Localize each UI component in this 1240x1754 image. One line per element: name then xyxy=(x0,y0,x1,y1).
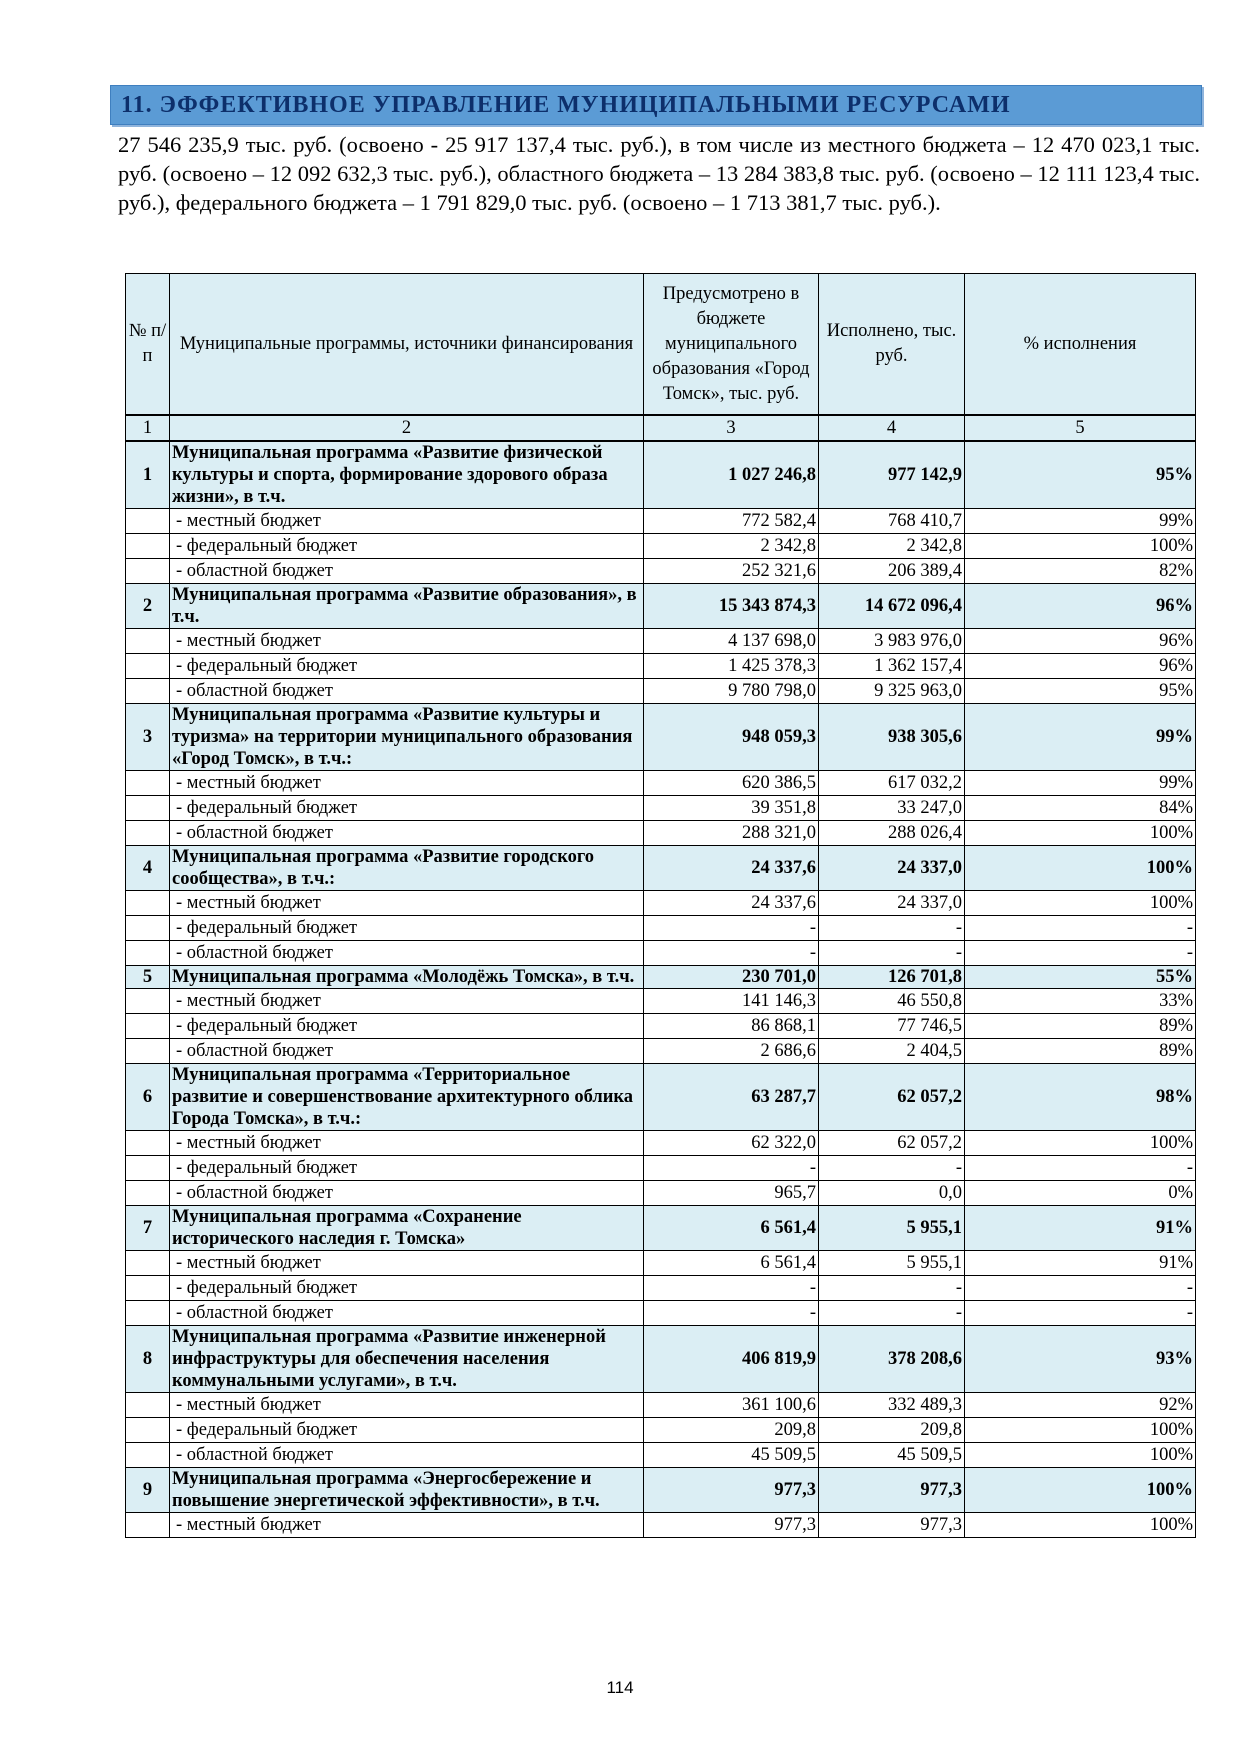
source-executed: - xyxy=(819,1156,965,1181)
program-name: Муниципальная программа «Развитие образования», в т.ч. xyxy=(170,584,644,629)
program-row xyxy=(126,846,1196,891)
source-planned: 965,7 xyxy=(644,1181,819,1206)
source-planned: 288 321,0 xyxy=(644,821,819,846)
table-body xyxy=(126,441,1196,1538)
program-percent: 98% xyxy=(965,1064,1196,1131)
source-planned: 6 561,4 xyxy=(644,1251,819,1276)
source-percent: 99% xyxy=(965,509,1196,534)
program-row xyxy=(126,1468,1196,1513)
source-percent: 96% xyxy=(965,654,1196,679)
program-percent: 95% xyxy=(965,441,1196,509)
program-row xyxy=(126,1326,1196,1393)
source-row xyxy=(126,654,1196,679)
source-empty-cell xyxy=(126,1393,170,1418)
source-name: - федеральный бюджет xyxy=(170,1014,644,1039)
source-row xyxy=(126,941,1196,966)
program-name: Муниципальная программа «Сохранение исторического наследия г. Томска» xyxy=(170,1206,644,1251)
program-row xyxy=(126,1064,1196,1131)
source-name: - местный бюджет xyxy=(170,989,644,1014)
source-row xyxy=(126,1393,1196,1418)
source-executed: 2 404,5 xyxy=(819,1039,965,1064)
source-percent: 99% xyxy=(965,771,1196,796)
source-name: - областной бюджет xyxy=(170,559,644,584)
source-planned: 2 342,8 xyxy=(644,534,819,559)
program-number: 7 xyxy=(126,1206,170,1251)
source-row xyxy=(126,629,1196,654)
program-executed: 126 701,8 xyxy=(819,966,965,989)
source-percent: - xyxy=(965,1276,1196,1301)
source-row xyxy=(126,1301,1196,1326)
source-planned: 252 321,6 xyxy=(644,559,819,584)
source-name: - федеральный бюджет xyxy=(170,1418,644,1443)
column-number: 2 xyxy=(170,415,644,441)
program-name: Муниципальная программа «Развитие инженерной инфраструктуры для обеспечения населения коммунальными услугами», в т.ч. xyxy=(170,1326,644,1393)
source-planned: 1 425 378,3 xyxy=(644,654,819,679)
source-row xyxy=(126,1513,1196,1538)
source-planned: 620 386,5 xyxy=(644,771,819,796)
program-number: 5 xyxy=(126,966,170,989)
source-planned: - xyxy=(644,1301,819,1326)
program-name: Муниципальная программа «Развитие физической культуры и спорта, формирование здорового образа жизни», в т.ч. xyxy=(170,441,644,509)
source-planned: 2 686,6 xyxy=(644,1039,819,1064)
source-executed: 617 032,2 xyxy=(819,771,965,796)
source-planned: 86 868,1 xyxy=(644,1014,819,1039)
source-empty-cell xyxy=(126,679,170,704)
source-empty-cell xyxy=(126,1251,170,1276)
source-empty-cell xyxy=(126,821,170,846)
header-num: № п/п xyxy=(126,274,170,416)
source-planned: - xyxy=(644,941,819,966)
source-row xyxy=(126,509,1196,534)
source-planned: - xyxy=(644,916,819,941)
program-number: 2 xyxy=(126,584,170,629)
program-percent: 100% xyxy=(965,1468,1196,1513)
source-empty-cell xyxy=(126,916,170,941)
source-percent: 82% xyxy=(965,559,1196,584)
program-executed: 977,3 xyxy=(819,1468,965,1513)
source-empty-cell xyxy=(126,771,170,796)
source-empty-cell xyxy=(126,1513,170,1538)
source-percent: - xyxy=(965,916,1196,941)
intro-paragraph: 27 546 235,9 тыс. руб. (освоено - 25 917 137,4 тыс. руб.), в том числе из местного бюджета – 12 470 023,1 тыс. руб. (освоено – 12 092 632,3 тыс. руб.), областного бюджета – 13 284 383,8 тыс. руб. (освоено – 12 111 123,4 тыс. руб.), федерального бюджета – 1 791 829,0 тыс. руб. (освоено – 1 713 381,7 тыс. руб.). xyxy=(118,132,1200,215)
program-row xyxy=(126,584,1196,629)
source-name: - федеральный бюджет xyxy=(170,1156,644,1181)
source-executed: - xyxy=(819,941,965,966)
program-number: 6 xyxy=(126,1064,170,1131)
program-planned: 230 701,0 xyxy=(644,966,819,989)
source-planned: - xyxy=(644,1276,819,1301)
source-planned: 62 322,0 xyxy=(644,1131,819,1156)
source-executed: 62 057,2 xyxy=(819,1131,965,1156)
source-percent: 100% xyxy=(965,821,1196,846)
source-executed: - xyxy=(819,1276,965,1301)
source-empty-cell xyxy=(126,534,170,559)
source-executed: - xyxy=(819,1301,965,1326)
source-row xyxy=(126,679,1196,704)
source-executed: 33 247,0 xyxy=(819,796,965,821)
source-planned: 4 137 698,0 xyxy=(644,629,819,654)
source-executed: 24 337,0 xyxy=(819,891,965,916)
header-program: Муниципальные программы, источники финансирования xyxy=(170,274,644,416)
source-name: - местный бюджет xyxy=(170,1251,644,1276)
source-percent: - xyxy=(965,941,1196,966)
source-percent: - xyxy=(965,1301,1196,1326)
source-row xyxy=(126,1276,1196,1301)
source-percent: 33% xyxy=(965,989,1196,1014)
source-name: - областной бюджет xyxy=(170,1039,644,1064)
source-planned: 24 337,6 xyxy=(644,891,819,916)
program-percent: 96% xyxy=(965,584,1196,629)
program-executed: 378 208,6 xyxy=(819,1326,965,1393)
program-row xyxy=(126,1206,1196,1251)
source-empty-cell xyxy=(126,1276,170,1301)
program-number: 8 xyxy=(126,1326,170,1393)
source-percent: 89% xyxy=(965,1014,1196,1039)
source-empty-cell xyxy=(126,1181,170,1206)
source-executed: 3 983 976,0 xyxy=(819,629,965,654)
source-name: - федеральный бюджет xyxy=(170,534,644,559)
source-empty-cell xyxy=(126,629,170,654)
source-percent: - xyxy=(965,1156,1196,1181)
program-percent: 55% xyxy=(965,966,1196,989)
source-percent: 100% xyxy=(965,1513,1196,1538)
source-executed: 0,0 xyxy=(819,1181,965,1206)
source-executed: 2 342,8 xyxy=(819,534,965,559)
source-executed: 9 325 963,0 xyxy=(819,679,965,704)
source-empty-cell xyxy=(126,1418,170,1443)
source-executed: 768 410,7 xyxy=(819,509,965,534)
source-executed: 1 362 157,4 xyxy=(819,654,965,679)
program-row xyxy=(126,441,1196,509)
source-executed: 5 955,1 xyxy=(819,1251,965,1276)
program-executed: 14 672 096,4 xyxy=(819,584,965,629)
source-name: - областной бюджет xyxy=(170,1301,644,1326)
source-planned: 9 780 798,0 xyxy=(644,679,819,704)
source-row xyxy=(126,989,1196,1014)
program-number: 4 xyxy=(126,846,170,891)
source-empty-cell xyxy=(126,509,170,534)
header-percent: % исполнения xyxy=(965,274,1196,416)
source-empty-cell xyxy=(126,1443,170,1468)
program-percent: 99% xyxy=(965,704,1196,771)
source-percent: 100% xyxy=(965,534,1196,559)
source-row xyxy=(126,559,1196,584)
source-planned: 772 582,4 xyxy=(644,509,819,534)
source-percent: 100% xyxy=(965,1418,1196,1443)
source-percent: 84% xyxy=(965,796,1196,821)
source-name: - федеральный бюджет xyxy=(170,796,644,821)
budget-table xyxy=(125,273,1196,1538)
program-percent: 100% xyxy=(965,846,1196,891)
source-executed: 206 389,4 xyxy=(819,559,965,584)
source-empty-cell xyxy=(126,1301,170,1326)
source-planned: 977,3 xyxy=(644,1513,819,1538)
column-number: 4 xyxy=(819,415,965,441)
source-row xyxy=(126,891,1196,916)
source-planned: 361 100,6 xyxy=(644,1393,819,1418)
program-executed: 5 955,1 xyxy=(819,1206,965,1251)
source-percent: 100% xyxy=(965,1443,1196,1468)
table-header-row xyxy=(126,274,1196,416)
program-number: 1 xyxy=(126,441,170,509)
source-planned: 209,8 xyxy=(644,1418,819,1443)
program-executed: 24 337,0 xyxy=(819,846,965,891)
program-planned: 977,3 xyxy=(644,1468,819,1513)
program-planned: 24 337,6 xyxy=(644,846,819,891)
program-planned: 406 819,9 xyxy=(644,1326,819,1393)
source-row xyxy=(126,1131,1196,1156)
source-empty-cell xyxy=(126,1156,170,1181)
source-row xyxy=(126,821,1196,846)
source-name: - областной бюджет xyxy=(170,1181,644,1206)
source-executed: 77 746,5 xyxy=(819,1014,965,1039)
program-executed: 977 142,9 xyxy=(819,441,965,509)
program-name: Муниципальная программа «Развитие городского сообщества», в т.ч.: xyxy=(170,846,644,891)
source-percent: 0% xyxy=(965,1181,1196,1206)
source-name: - областной бюджет xyxy=(170,821,644,846)
source-name: - местный бюджет xyxy=(170,1513,644,1538)
source-executed: 45 509,5 xyxy=(819,1443,965,1468)
source-name: - областной бюджет xyxy=(170,679,644,704)
source-executed: 332 489,3 xyxy=(819,1393,965,1418)
source-empty-cell xyxy=(126,941,170,966)
source-row xyxy=(126,796,1196,821)
source-name: - местный бюджет xyxy=(170,509,644,534)
column-number: 1 xyxy=(126,415,170,441)
source-name: - местный бюджет xyxy=(170,891,644,916)
source-name: - областной бюджет xyxy=(170,1443,644,1468)
source-name: - местный бюджет xyxy=(170,771,644,796)
program-row xyxy=(126,966,1196,989)
source-row xyxy=(126,1443,1196,1468)
program-row xyxy=(126,704,1196,771)
source-percent: 92% xyxy=(965,1393,1196,1418)
program-name: Муниципальная программа «Территориальное развитие и совершенствование архитектурного облика Города Томска», в т.ч.: xyxy=(170,1064,644,1131)
source-empty-cell xyxy=(126,891,170,916)
header-executed: Исполнено, тыс. руб. xyxy=(819,274,965,416)
source-percent: 89% xyxy=(965,1039,1196,1064)
source-row xyxy=(126,771,1196,796)
source-planned: 45 509,5 xyxy=(644,1443,819,1468)
source-executed: 288 026,4 xyxy=(819,821,965,846)
source-empty-cell xyxy=(126,1039,170,1064)
source-empty-cell xyxy=(126,1131,170,1156)
source-percent: 100% xyxy=(965,891,1196,916)
program-number: 3 xyxy=(126,704,170,771)
source-planned: 39 351,8 xyxy=(644,796,819,821)
source-name: - федеральный бюджет xyxy=(170,1276,644,1301)
program-planned: 15 343 874,3 xyxy=(644,584,819,629)
program-planned: 6 561,4 xyxy=(644,1206,819,1251)
source-empty-cell xyxy=(126,989,170,1014)
source-percent: 91% xyxy=(965,1251,1196,1276)
column-number: 3 xyxy=(644,415,819,441)
program-executed: 62 057,2 xyxy=(819,1064,965,1131)
source-empty-cell xyxy=(126,796,170,821)
source-name: - местный бюджет xyxy=(170,1131,644,1156)
header-planned: Предусмотрено в бюджете муниципального образования «Город Томск», тыс. руб. xyxy=(644,274,819,416)
source-executed: 46 550,8 xyxy=(819,989,965,1014)
source-percent: 96% xyxy=(965,629,1196,654)
source-row xyxy=(126,534,1196,559)
section-title: 11. ЭФФЕКТИВНОЕ УПРАВЛЕНИЕ МУНИЦИПАЛЬНЫМИ РЕСУРСАМИ xyxy=(121,92,1011,118)
source-empty-cell xyxy=(126,654,170,679)
source-name: - местный бюджет xyxy=(170,629,644,654)
program-percent: 93% xyxy=(965,1326,1196,1393)
source-name: - федеральный бюджет xyxy=(170,654,644,679)
source-executed: 977,3 xyxy=(819,1513,965,1538)
program-planned: 948 059,3 xyxy=(644,704,819,771)
source-row xyxy=(126,1418,1196,1443)
program-percent: 91% xyxy=(965,1206,1196,1251)
source-empty-cell xyxy=(126,559,170,584)
section-header xyxy=(110,85,1202,125)
page-number: 114 xyxy=(606,1678,634,1697)
source-executed: 209,8 xyxy=(819,1418,965,1443)
program-name: Муниципальная программа «Молодёжь Томска», в т.ч. xyxy=(170,966,644,989)
source-row xyxy=(126,1014,1196,1039)
program-planned: 1 027 246,8 xyxy=(644,441,819,509)
source-row xyxy=(126,1039,1196,1064)
source-row xyxy=(126,1156,1196,1181)
column-number-row xyxy=(126,415,1196,441)
program-executed: 938 305,6 xyxy=(819,704,965,771)
program-name: Муниципальная программа «Развитие культуры и туризма» на территории муниципального образования «Город Томск», в т.ч.: xyxy=(170,704,644,771)
program-planned: 63 287,7 xyxy=(644,1064,819,1131)
source-planned: 141 146,3 xyxy=(644,989,819,1014)
source-name: - федеральный бюджет xyxy=(170,916,644,941)
source-planned: - xyxy=(644,1156,819,1181)
source-empty-cell xyxy=(126,1014,170,1039)
source-executed: - xyxy=(819,916,965,941)
column-number: 5 xyxy=(965,415,1196,441)
program-number: 9 xyxy=(126,1468,170,1513)
source-percent: 100% xyxy=(965,1131,1196,1156)
source-row xyxy=(126,1181,1196,1206)
source-name: - местный бюджет xyxy=(170,1393,644,1418)
source-row xyxy=(126,1251,1196,1276)
source-percent: 95% xyxy=(965,679,1196,704)
source-row xyxy=(126,916,1196,941)
source-name: - областной бюджет xyxy=(170,941,644,966)
program-name: Муниципальная программа «Энергосбережение и повышение энергетической эффективности», в т.ч. xyxy=(170,1468,644,1513)
